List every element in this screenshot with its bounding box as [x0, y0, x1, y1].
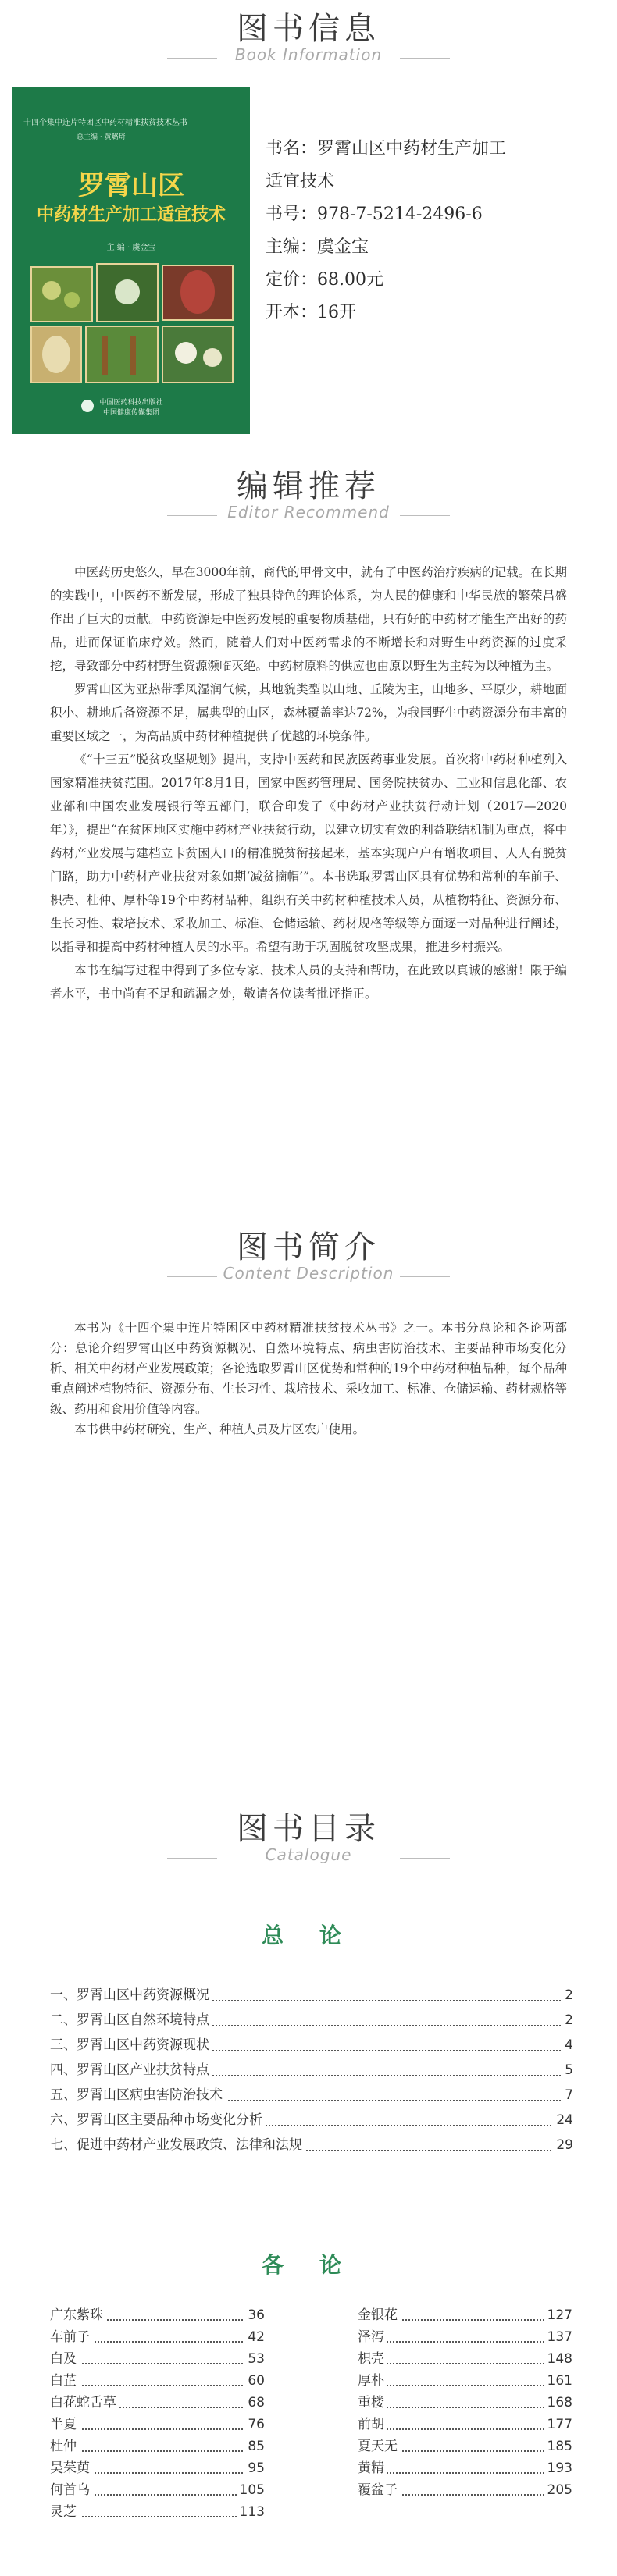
section-subtitle: Content Description: [223, 1264, 394, 1283]
toc-entry[interactable]: 厚朴 161: [358, 2370, 572, 2392]
book-name-line2: 适宜技术: [266, 172, 335, 191]
content-description-text: [50, 1318, 567, 1439]
recommend-paragraph: 中医药历史悠久，早在3000年前，商代的甲骨文中，就有了中医药治疗疾病的记载。在长期的实践中，中医药不断发展，形成了独具特色的理论体系，为人民的健康和中华民族的繁荣昌盛作出了巨大的贡献。中药资源是中医药发展的重要物质基础，只有好的中药材才能生产出好的药品，进而保证临床疗效。然而，随着人们对中医药需求的不断增长和对野生中药资源的过度采挖，导致部分中药材野生资源濒临灭绝。中药材原料的供应也由原以野生为主转为以种植为主。: [50, 565, 567, 673]
section-header-editor-recommend: [0, 468, 617, 521]
toc-entry[interactable]: 夏天无 185: [358, 2435, 572, 2457]
toc-entry[interactable]: 白花蛇舌草 68: [50, 2392, 265, 2414]
cover-title-line1: 罗霄山区: [78, 170, 184, 201]
cover-publisher: 中国医药科技出版社 中国健康传媒集团: [99, 399, 163, 417]
cover-chief-editor: 总主编 · 黄璐琦: [77, 133, 126, 141]
section-subtitle: Editor Recommend: [227, 503, 390, 521]
book-editor: 主编：虞金宝: [266, 237, 369, 257]
toc-entry[interactable]: 白芷 60: [50, 2370, 265, 2392]
divider: [167, 1858, 217, 1859]
book-isbn: 书号：978-7-5214-2496-6: [266, 205, 483, 224]
cover-title-line2: 中药材生产加工适宜技术: [36, 205, 226, 225]
toc-entry[interactable]: 重楼 168: [358, 2392, 572, 2414]
toc-entry[interactable]: 六、罗霄山区主要品种市场变化分析 24: [50, 2108, 573, 2133]
toc-specific-left: [50, 2304, 265, 2523]
divider: [400, 515, 450, 516]
cover-series: 十四个集中连片特困区中药材精准扶贫技术丛书: [23, 119, 187, 127]
toc-entry[interactable]: 四、罗霄山区产业扶贫特点 5: [50, 2058, 573, 2083]
toc-entry[interactable]: 三、罗霄山区中药资源现状 4: [50, 2033, 573, 2058]
divider: [167, 58, 217, 59]
divider: [400, 1276, 450, 1277]
section-subtitle: Book Information: [234, 45, 383, 64]
divider: [167, 515, 217, 516]
book-format: 开本：16开: [266, 303, 356, 322]
book-name-line1: 书名：罗霄山区中药材生产加工: [266, 139, 507, 158]
cover-herb-photos: [12, 87, 250, 434]
editor-recommend-text: [50, 560, 567, 1005]
section-subtitle: Catalogue: [265, 1845, 352, 1864]
toc-entry[interactable]: 前胡 177: [358, 2414, 572, 2435]
toc-entry[interactable]: 广东紫珠 36: [50, 2304, 265, 2326]
toc-general-list: [50, 1983, 573, 2158]
description-paragraph: 本书供中药材研究、生产、种植人员及片区农户使用。: [74, 1422, 366, 1436]
book-price: 定价：68.00元: [266, 270, 383, 290]
section-header-content-description: [0, 1229, 617, 1283]
divider: [167, 1276, 217, 1277]
section-header-catalogue: [0, 1811, 617, 1864]
section-title: 图书信息: [237, 11, 380, 47]
toc-entry[interactable]: 黄精 193: [358, 2457, 572, 2479]
section-title: 编辑推荐: [237, 468, 380, 504]
section-header-book-info: [0, 11, 617, 64]
toc-entry[interactable]: 车前子 42: [50, 2326, 265, 2348]
book-info-block: [266, 133, 594, 329]
catalogue-part-specific: 各 论: [262, 2252, 355, 2278]
toc-entry[interactable]: 金银花 127: [358, 2304, 572, 2326]
description-paragraph: 本书为《十四个集中连片特困区中药材精准扶贫技术丛书》之一。本书分总论和各论两部分：总论介绍罗霄山区中药资源概况、自然环境特点、病虫害防治技术、主要品种市场变化分析、相关中药材产业发展政策；各论选取罗霄山区优势和常种的19个中药材种植品种，每个品种重点阐述植物特征、资源分布、生长习性、栽培技术、采收加工、标准、仓储运输、药材规格等级、药用和食用价值等内容。: [50, 1321, 567, 1416]
toc-entry[interactable]: 灵芝 113: [50, 2501, 265, 2523]
toc-entry[interactable]: 泽泻 137: [358, 2326, 572, 2348]
toc-specific-right: [358, 2304, 572, 2501]
toc-entry[interactable]: 五、罗霄山区病虫害防治技术 7: [50, 2083, 573, 2108]
toc-entry[interactable]: 何首乌 105: [50, 2479, 265, 2501]
toc-entry[interactable]: 枳壳 148: [358, 2348, 572, 2370]
toc-entry[interactable]: 白及 53: [50, 2348, 265, 2370]
toc-entry[interactable]: 吴茱萸 95: [50, 2457, 265, 2479]
section-title: 图书目录: [237, 1811, 380, 1847]
recommend-paragraph: 罗霄山区为亚热带季风湿润气候，其地貌类型以山地、丘陵为主，山地多、平原少，耕地面积小、耕地后备资源不足，属典型的山区，森林覆盖率达72%，为我国野生中药资源分布丰富的重要区域之一，为高品质中药材种植提供了优越的环境条件。: [50, 682, 567, 743]
toc-entry[interactable]: 覆盆子 205: [358, 2479, 572, 2501]
toc-entry[interactable]: 杜仲 85: [50, 2435, 265, 2457]
divider: [400, 1858, 450, 1859]
section-title: 图书简介: [237, 1229, 380, 1265]
toc-entry[interactable]: 半夏 76: [50, 2414, 265, 2435]
cover-editor: 主 编 · 虞金宝: [106, 244, 156, 252]
recommend-paragraph: 《“十三五”脱贫攻坚规划》提出，支持中医药和民族医药事业发展。首次将中药材种植列入国家精准扶贫范围。2017年8月1日，国家中医药管理局、国务院扶贫办、工业和信息化部、农业部和中国农业发展银行等五部门，联合印发了《中药材产业扶贫行动计划（2017—2020年）》，提出“在贫困地区实施中药材产业扶贫行动，以建立切实有效的利益联结机制为重点，将中药材产业发展与建档立卡贫困人口的精准脱贫衔接起来，基本实现户户有增收项目、人人有脱贫门路，助力中药材产业扶贫对象如期‘减贫摘帽’”。本书选取罗霄山区具有优势和常种的车前子、枳壳、杜仲、厚朴等19个中药材品种，组织有关中药材种植技术人员，从植物特征、资源分布、生长习性、栽培技术、采收加工、标准、仓储运输、药材规格等级等方面逐一对品种进行阐述，以指导和提高中药材种植人员的水平。希望有助于巩固脱贫攻坚成果，推进乡村振兴。: [50, 753, 567, 954]
toc-entry[interactable]: 七、促进中药材产业发展政策、法律和法规 29: [50, 2133, 573, 2158]
catalogue-part-general: 总 论: [262, 1923, 355, 1948]
toc-entry[interactable]: 一、罗霄山区中药资源概况 2: [50, 1983, 573, 2008]
book-cover: [12, 87, 250, 434]
divider: [400, 58, 450, 59]
recommend-paragraph: 本书在编写过程中得到了多位专家、技术人员的支持和帮助，在此致以真诚的感谢！限于编者水平，书中尚有不足和疏漏之处，敬请各位读者批评指正。: [50, 963, 567, 1001]
toc-entry[interactable]: 二、罗霄山区自然环境特点 2: [50, 2008, 573, 2033]
